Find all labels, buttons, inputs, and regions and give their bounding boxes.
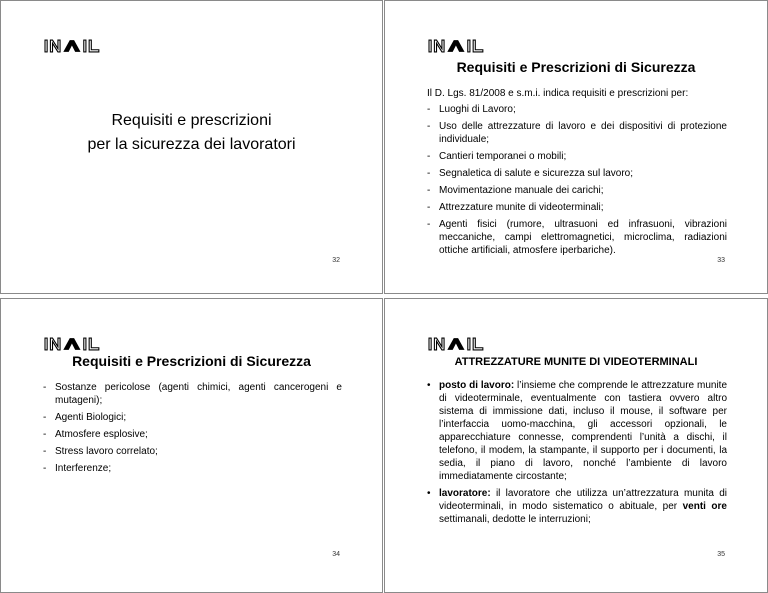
inail-logo xyxy=(427,337,487,351)
requirements-list xyxy=(427,103,727,257)
page-number: 34 xyxy=(332,551,340,558)
inail-logo xyxy=(43,39,103,53)
definition-item xyxy=(427,487,727,526)
list-item: - Movimentazione manuale dei carichi; xyxy=(427,184,727,197)
slide-body xyxy=(43,381,342,479)
list-item: - Agenti Biologici; xyxy=(43,411,342,424)
slide-35 xyxy=(384,298,768,593)
list-item: - Atmosfere esplosive; xyxy=(43,428,342,441)
page-number: 35 xyxy=(717,551,725,558)
slide-32 xyxy=(0,0,383,294)
definition-text: l’insieme che comprende le attrezzature munite di videoterminale, eventualmente con tastiera ovvero altro sistema di immissione dati, incluso il mouse, il software per l’interfaccia uomo-macchina, gli accessori opzionali, le apparecchiature connesse, comprendenti l’unità a dischi, il telefono, il modem, la stampante, il supporto per i documenti, la sedia, il piano di lavoro, nonché l’ambiente di lavoro immediatamente circostante; xyxy=(439,380,727,482)
slide-33 xyxy=(384,0,768,294)
cover-title xyxy=(41,109,342,157)
list-item: - Sostanze pericolose (agenti chimici, agenti cancerogeni e mutageni); xyxy=(43,381,342,407)
list-item: - Uso delle attrezzature di lavoro e dei dispositivi di protezione individuale; xyxy=(427,120,727,146)
definition-item xyxy=(427,379,727,483)
list-item: - Stress lavoro correlato; xyxy=(43,445,342,458)
page-number: 32 xyxy=(332,257,340,264)
definition-text: settimanali, dedotte le interruzioni; xyxy=(439,514,591,525)
list-item: - Interferenze; xyxy=(43,462,342,475)
definition-emphasis: venti ore xyxy=(682,501,727,512)
inail-logo xyxy=(43,337,103,351)
page-number: 33 xyxy=(717,257,725,264)
slide-title: Requisiti e Prescrizioni di Sicurezza xyxy=(456,59,696,75)
definition-term: lavoratore: xyxy=(439,488,491,499)
intro-text: Il D. Lgs. 81/2008 e s.m.i. indica requisiti e prescrizioni per: xyxy=(427,88,689,99)
slide-title: ATTREZZATURE MUNITE DI VIDEOTERMINALI xyxy=(454,356,698,368)
slide-body xyxy=(427,379,727,530)
cover-title-line-2: per la sicurezza dei lavoratori xyxy=(87,136,296,153)
slide-body xyxy=(427,87,727,261)
definition-term: posto di lavoro: xyxy=(439,380,515,391)
cover-title-line-1: Requisiti e prescrizioni xyxy=(111,112,272,129)
definitions-list xyxy=(427,379,727,526)
list-item: - Attrezzature munite di videoterminali; xyxy=(427,201,727,214)
inail-logo xyxy=(427,39,487,53)
slide-title: Requisiti e Prescrizioni di Sicurezza xyxy=(72,353,311,369)
list-item: - Luoghi di Lavoro; xyxy=(427,103,727,116)
list-item: - Segnaletica di salute e sicurezza sul lavoro; xyxy=(427,167,727,180)
definition-text: il lavoratore che utilizza un’attrezzatura munita di videoterminali, in modo sistematico o abituale, per xyxy=(439,488,727,512)
slide-34 xyxy=(0,298,383,593)
requirements-list xyxy=(43,381,342,475)
list-item: - Cantieri temporanei o mobili; xyxy=(427,150,727,163)
list-item: - Agenti fisici (rumore, ultrasuoni ed infrasuoni, vibrazioni meccaniche, campi elettromagnetici, microclima, radiazioni ottiche artificiali, atmosfere iperbariche). xyxy=(427,218,727,257)
